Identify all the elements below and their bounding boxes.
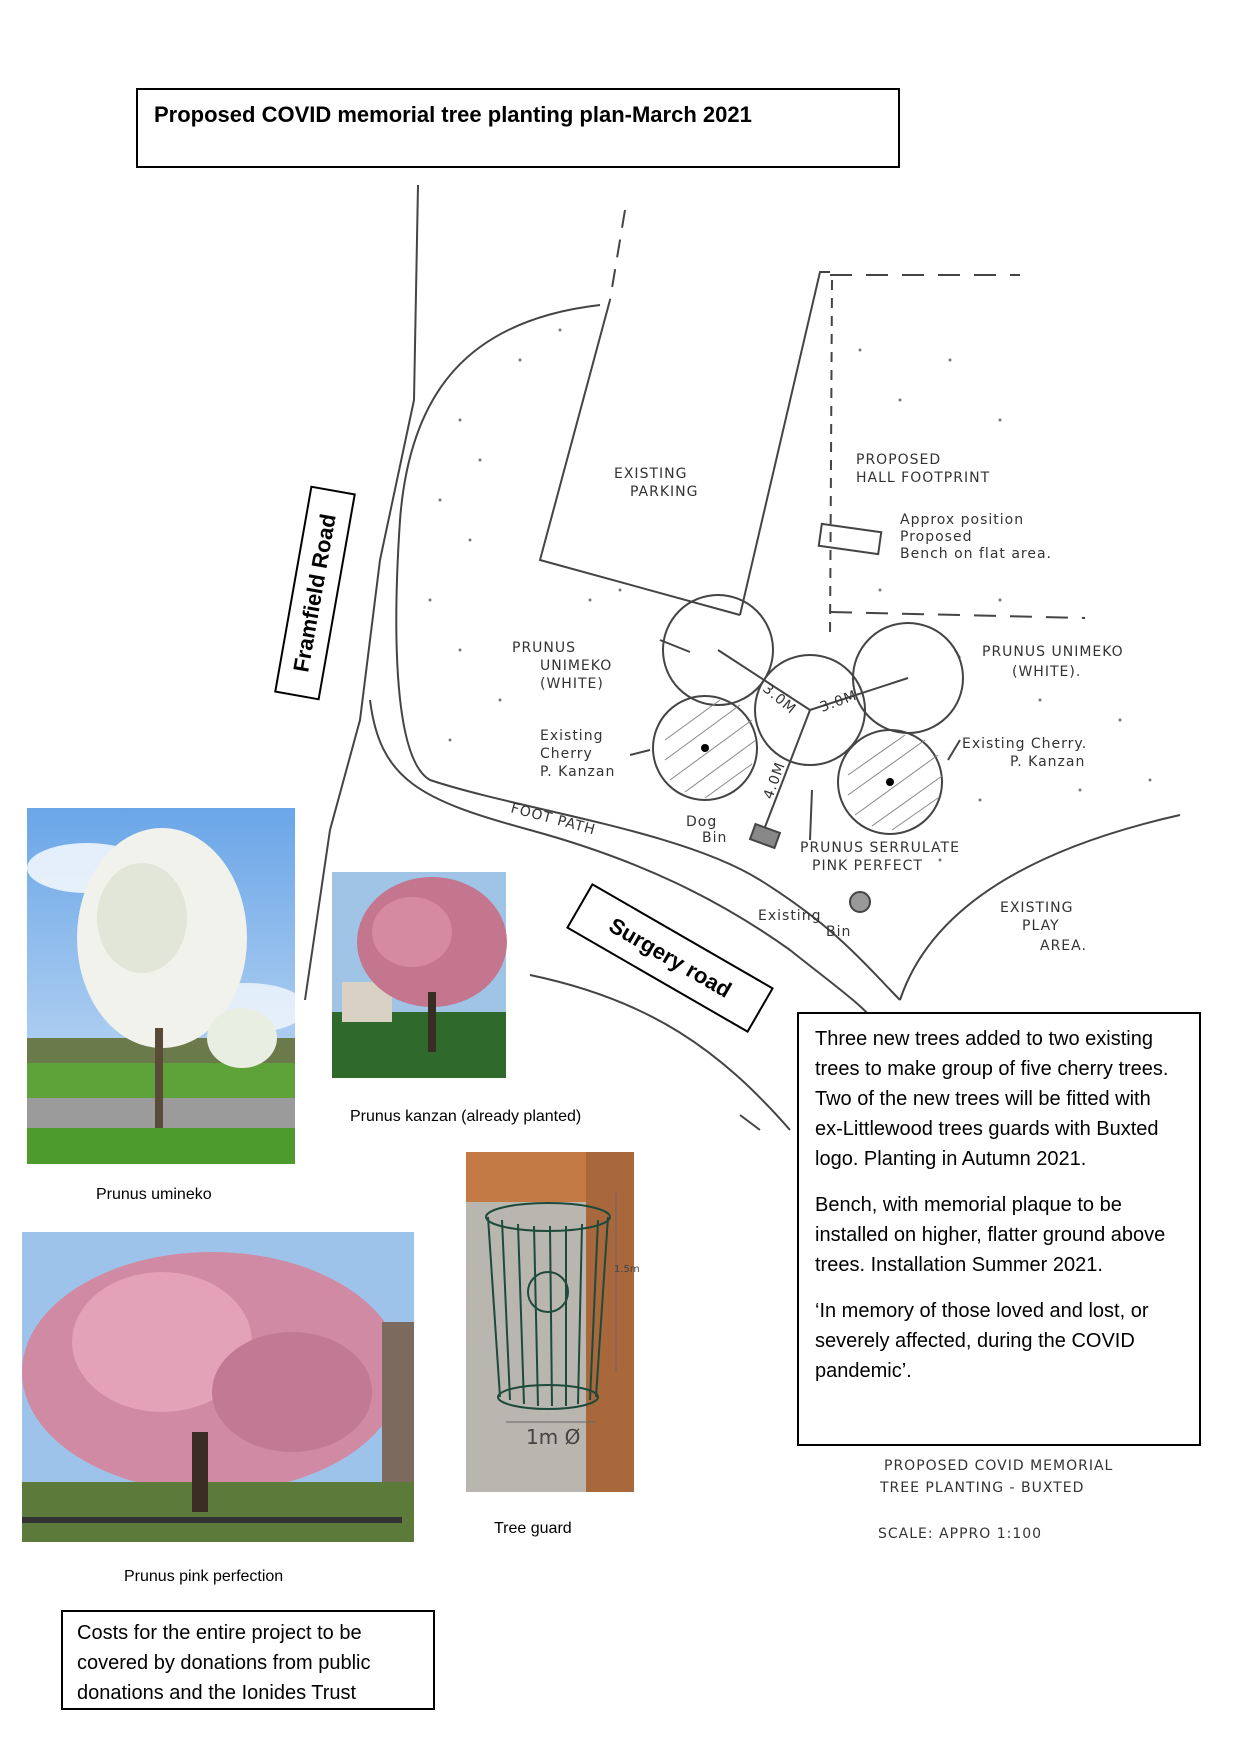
cherry-left-2: Cherry: [540, 746, 593, 762]
dog-bin-1: Dog: [686, 814, 718, 830]
guard-caption: Tree guard: [494, 1520, 572, 1537]
play-area-2: PLAY: [1022, 918, 1060, 934]
notes-paragraph-trees: Three new trees added to two existing trees to make group of five cherry trees. Two of the new trees will be fitted with ex-Littlewood trees guards with Buxted logo. Planting in Autumn 2021.: [815, 1028, 1169, 1170]
existing-bin-2: Bin: [826, 924, 852, 940]
prunus-umineko-photo: [27, 808, 295, 1164]
plan-title-2: TREE PLANTING - BUXTED: [880, 1480, 1085, 1496]
guard-width-label: 1m Ø: [526, 1425, 581, 1449]
prunus-left-2: UNIMEKO: [540, 658, 613, 674]
prunus-left-3: (WHITE): [540, 676, 604, 692]
pink-perfect-1: PRUNUS SERRULATE: [800, 840, 960, 856]
pink-perfection-caption: Prunus pink perfection: [124, 1568, 284, 1585]
prunus-pink-perfection-photo: [22, 1232, 414, 1542]
prunus-left-1: PRUNUS: [512, 640, 577, 656]
existing-parking-label-2: PARKING: [630, 484, 699, 500]
surgery-road-text: Surgery road: [604, 912, 736, 1003]
footpath-label: FOOT PATH: [508, 800, 598, 839]
dog-bin-2: Bin: [702, 830, 728, 846]
hall-footprint-label: PROPOSED: [856, 452, 942, 468]
costs-box: [61, 1610, 435, 1710]
prunus-right-1: PRUNUS UNIMEKO: [982, 644, 1124, 660]
pink-perfect-2: PINK PERFECT: [812, 858, 923, 874]
prunus-kanzan-photo: [332, 872, 506, 1078]
cherry-right-1: Existing Cherry.: [962, 736, 1088, 752]
cherry-left-1: Existing: [540, 728, 604, 744]
spacing-a: 3.0M: [759, 680, 800, 718]
hall-footprint-label-2: HALL FOOTPRINT: [856, 470, 991, 486]
bench-note-2: Proposed: [900, 529, 973, 545]
guard-height-label: 1.5m: [614, 1264, 640, 1275]
bench-note-3: Bench on flat area.: [900, 546, 1053, 562]
play-area-1: EXISTING: [1000, 900, 1074, 916]
plan-title-1: PROPOSED COVID MEMORIAL: [884, 1458, 1114, 1474]
prunus-right-2: (WHITE).: [1012, 664, 1082, 680]
page-title: Proposed COVID memorial tree planting plan-March 2021: [154, 102, 752, 127]
play-area-3: AREA.: [1040, 938, 1087, 954]
existing-parking-label: EXISTING: [614, 466, 688, 482]
cherry-right-2: P. Kanzan: [1010, 754, 1086, 770]
project-notes-box: [797, 1012, 1201, 1446]
spacing-c: 4.0M: [760, 759, 789, 802]
framfield-road-text: Framfield Road: [288, 511, 341, 674]
notes-paragraph-bench: Bench, with memorial plaque to be installed on higher, flatter ground above trees. Installation Summer 2021.: [815, 1194, 1166, 1276]
costs-text: Costs for the entire project to be covered by donations from public donations and the Ionides Trust: [77, 1622, 371, 1704]
umineko-caption: Prunus umineko: [96, 1186, 212, 1203]
scale-label: SCALE: APPRO 1:100: [878, 1526, 1043, 1542]
existing-bin-1: Existing: [758, 908, 822, 924]
tree-guard-photo: [466, 1152, 640, 1492]
spacing-b: 3.0M: [817, 687, 860, 716]
bench-note-1: Approx position: [900, 512, 1025, 528]
cherry-left-3: P. Kanzan: [540, 764, 616, 780]
kanzan-caption: Prunus kanzan (already planted): [350, 1108, 582, 1125]
notes-paragraph-plaque: ‘In memory of those loved and lost, or severely affected, during the COVID pandemic’.: [815, 1300, 1149, 1382]
